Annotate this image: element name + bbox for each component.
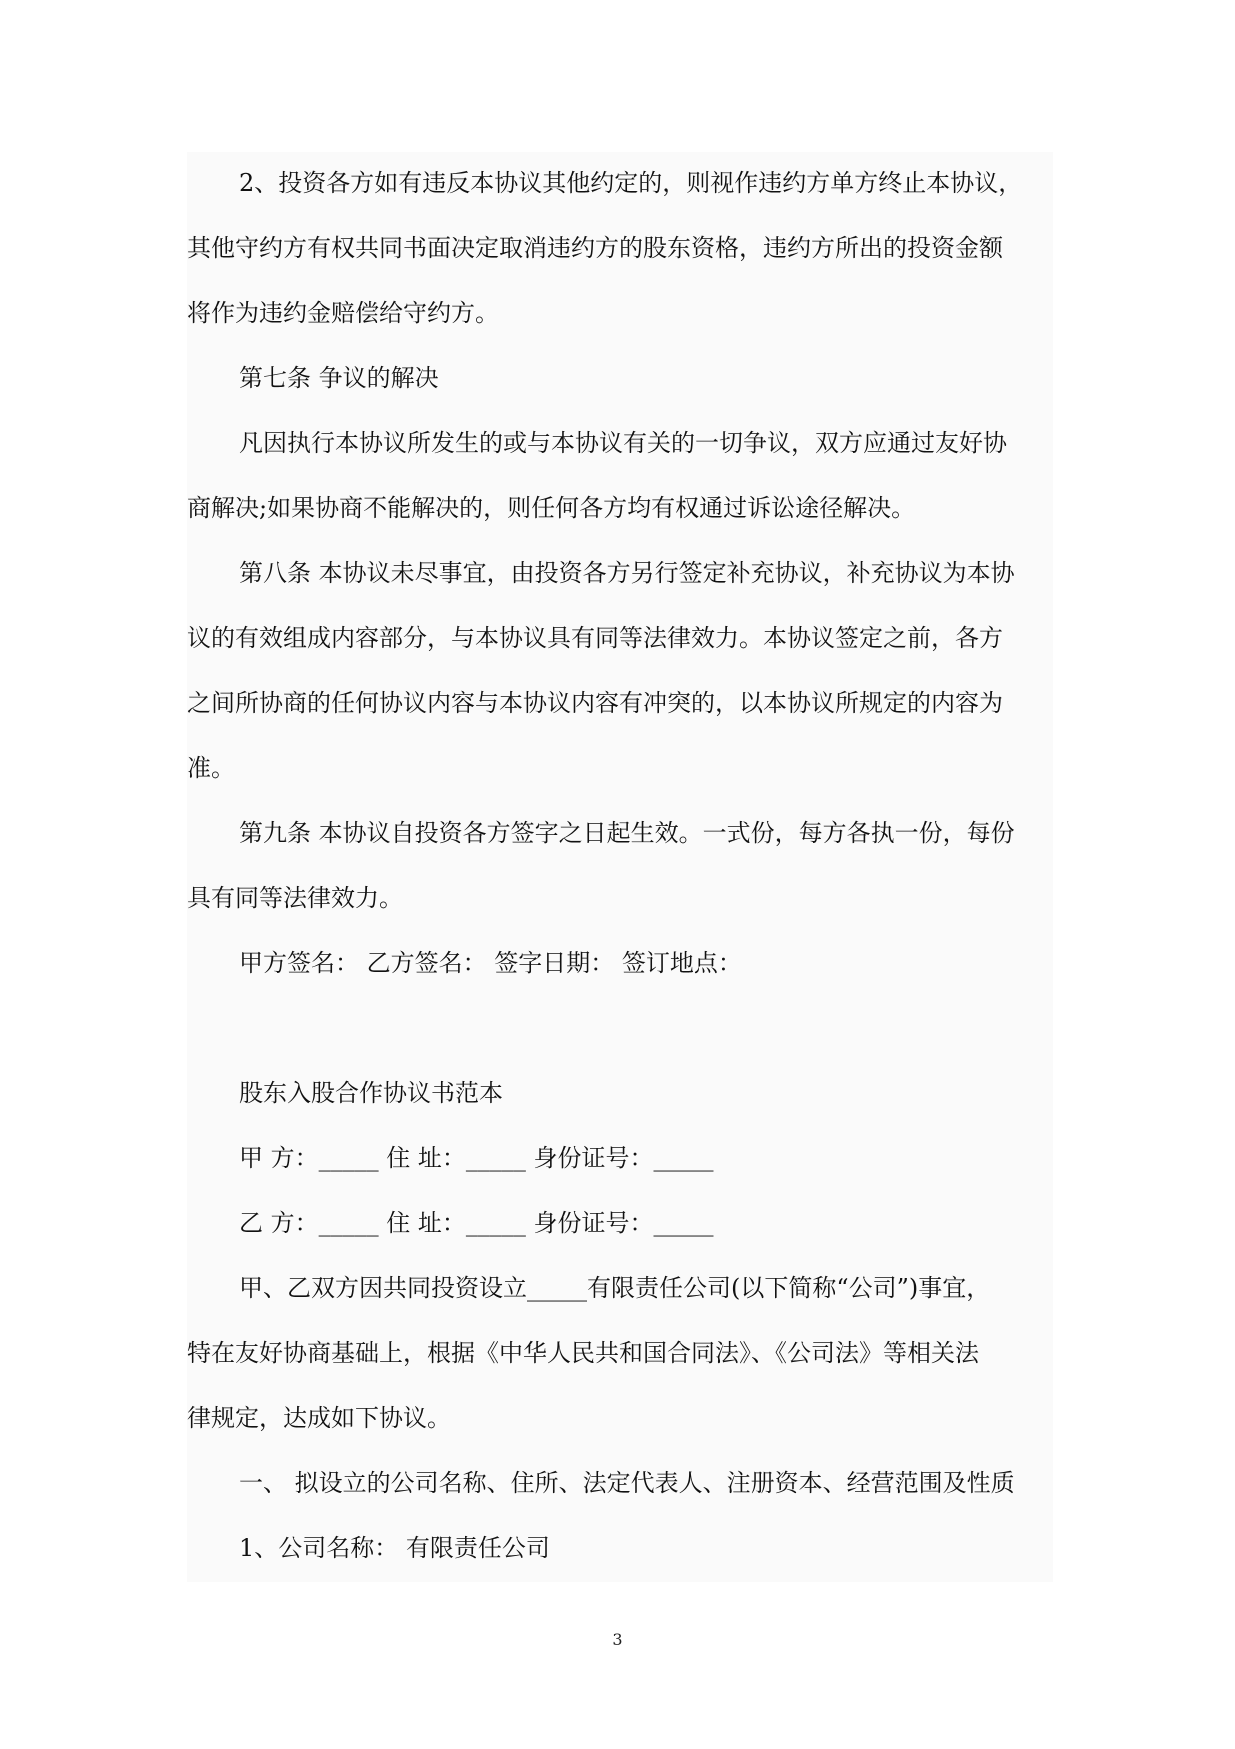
signature-line: 甲方签名： 乙方签名： 签字日期： 签订地点：: [239, 949, 742, 977]
text-line: 将作为违约金赔偿给守约方。: [187, 299, 499, 327]
text-line: 其他守约方有权共同书面决定取消违约方的股东资格，违约方所出的投资金额: [187, 234, 1003, 262]
section-heading: 一、 拟设立的公司名称、住所、法定代表人、注册资本、经营范围及性质: [239, 1469, 1015, 1497]
text-line: 议的有效组成内容部分，与本协议具有同等法律效力。本协议签定之前，各方: [187, 624, 1003, 652]
page-number: 3: [612, 1630, 623, 1649]
text-line: 律规定，达成如下协议。: [187, 1404, 451, 1432]
document-title: 股东入股合作协议书范本: [239, 1079, 503, 1107]
text-line: 凡因执行本协议所发生的或与本协议有关的一切争议，双方应通过友好协: [239, 429, 1007, 457]
text-line: 特在友好协商基础上，根据《中华人民共和国合同法》、《公司法》等相关法: [187, 1339, 979, 1367]
section-heading: 第七条 争议的解决: [239, 364, 439, 392]
text-line: 具有同等法律效力。: [187, 884, 403, 912]
text-line: 甲、乙双方因共同投资设立_____有限责任公司(以下简称“公司”)事宜，: [239, 1274, 991, 1302]
party-a-line: 甲 方：_____ 住 址：_____ 身份证号：_____: [239, 1144, 714, 1172]
text-line: 商解决;如果协商不能解决的，则任何各方均有权通过诉讼途径解决。: [187, 494, 916, 522]
text-line: 第九条 本协议自投资各方签字之日起生效。一式份，每方各执一份，每份: [239, 819, 1015, 847]
text-line: 第八条 本协议未尽事宜，由投资各方另行签定补充协议，补充协议为本协: [239, 559, 1015, 587]
party-b-line: 乙 方：_____ 住 址：_____ 身份证号：_____: [239, 1209, 714, 1237]
page-content: [187, 152, 1053, 1582]
text-line: 准。: [187, 754, 235, 782]
text-line: 之间所协商的任何协议内容与本协议内容有冲突的，以本协议所规定的内容为: [187, 689, 1003, 717]
text-line: 2、投资各方如有违反本协议其他约定的，则视作违约方单方终止本协议，: [239, 169, 1023, 197]
text-line: 1、公司名称： 有限责任公司: [239, 1534, 550, 1562]
